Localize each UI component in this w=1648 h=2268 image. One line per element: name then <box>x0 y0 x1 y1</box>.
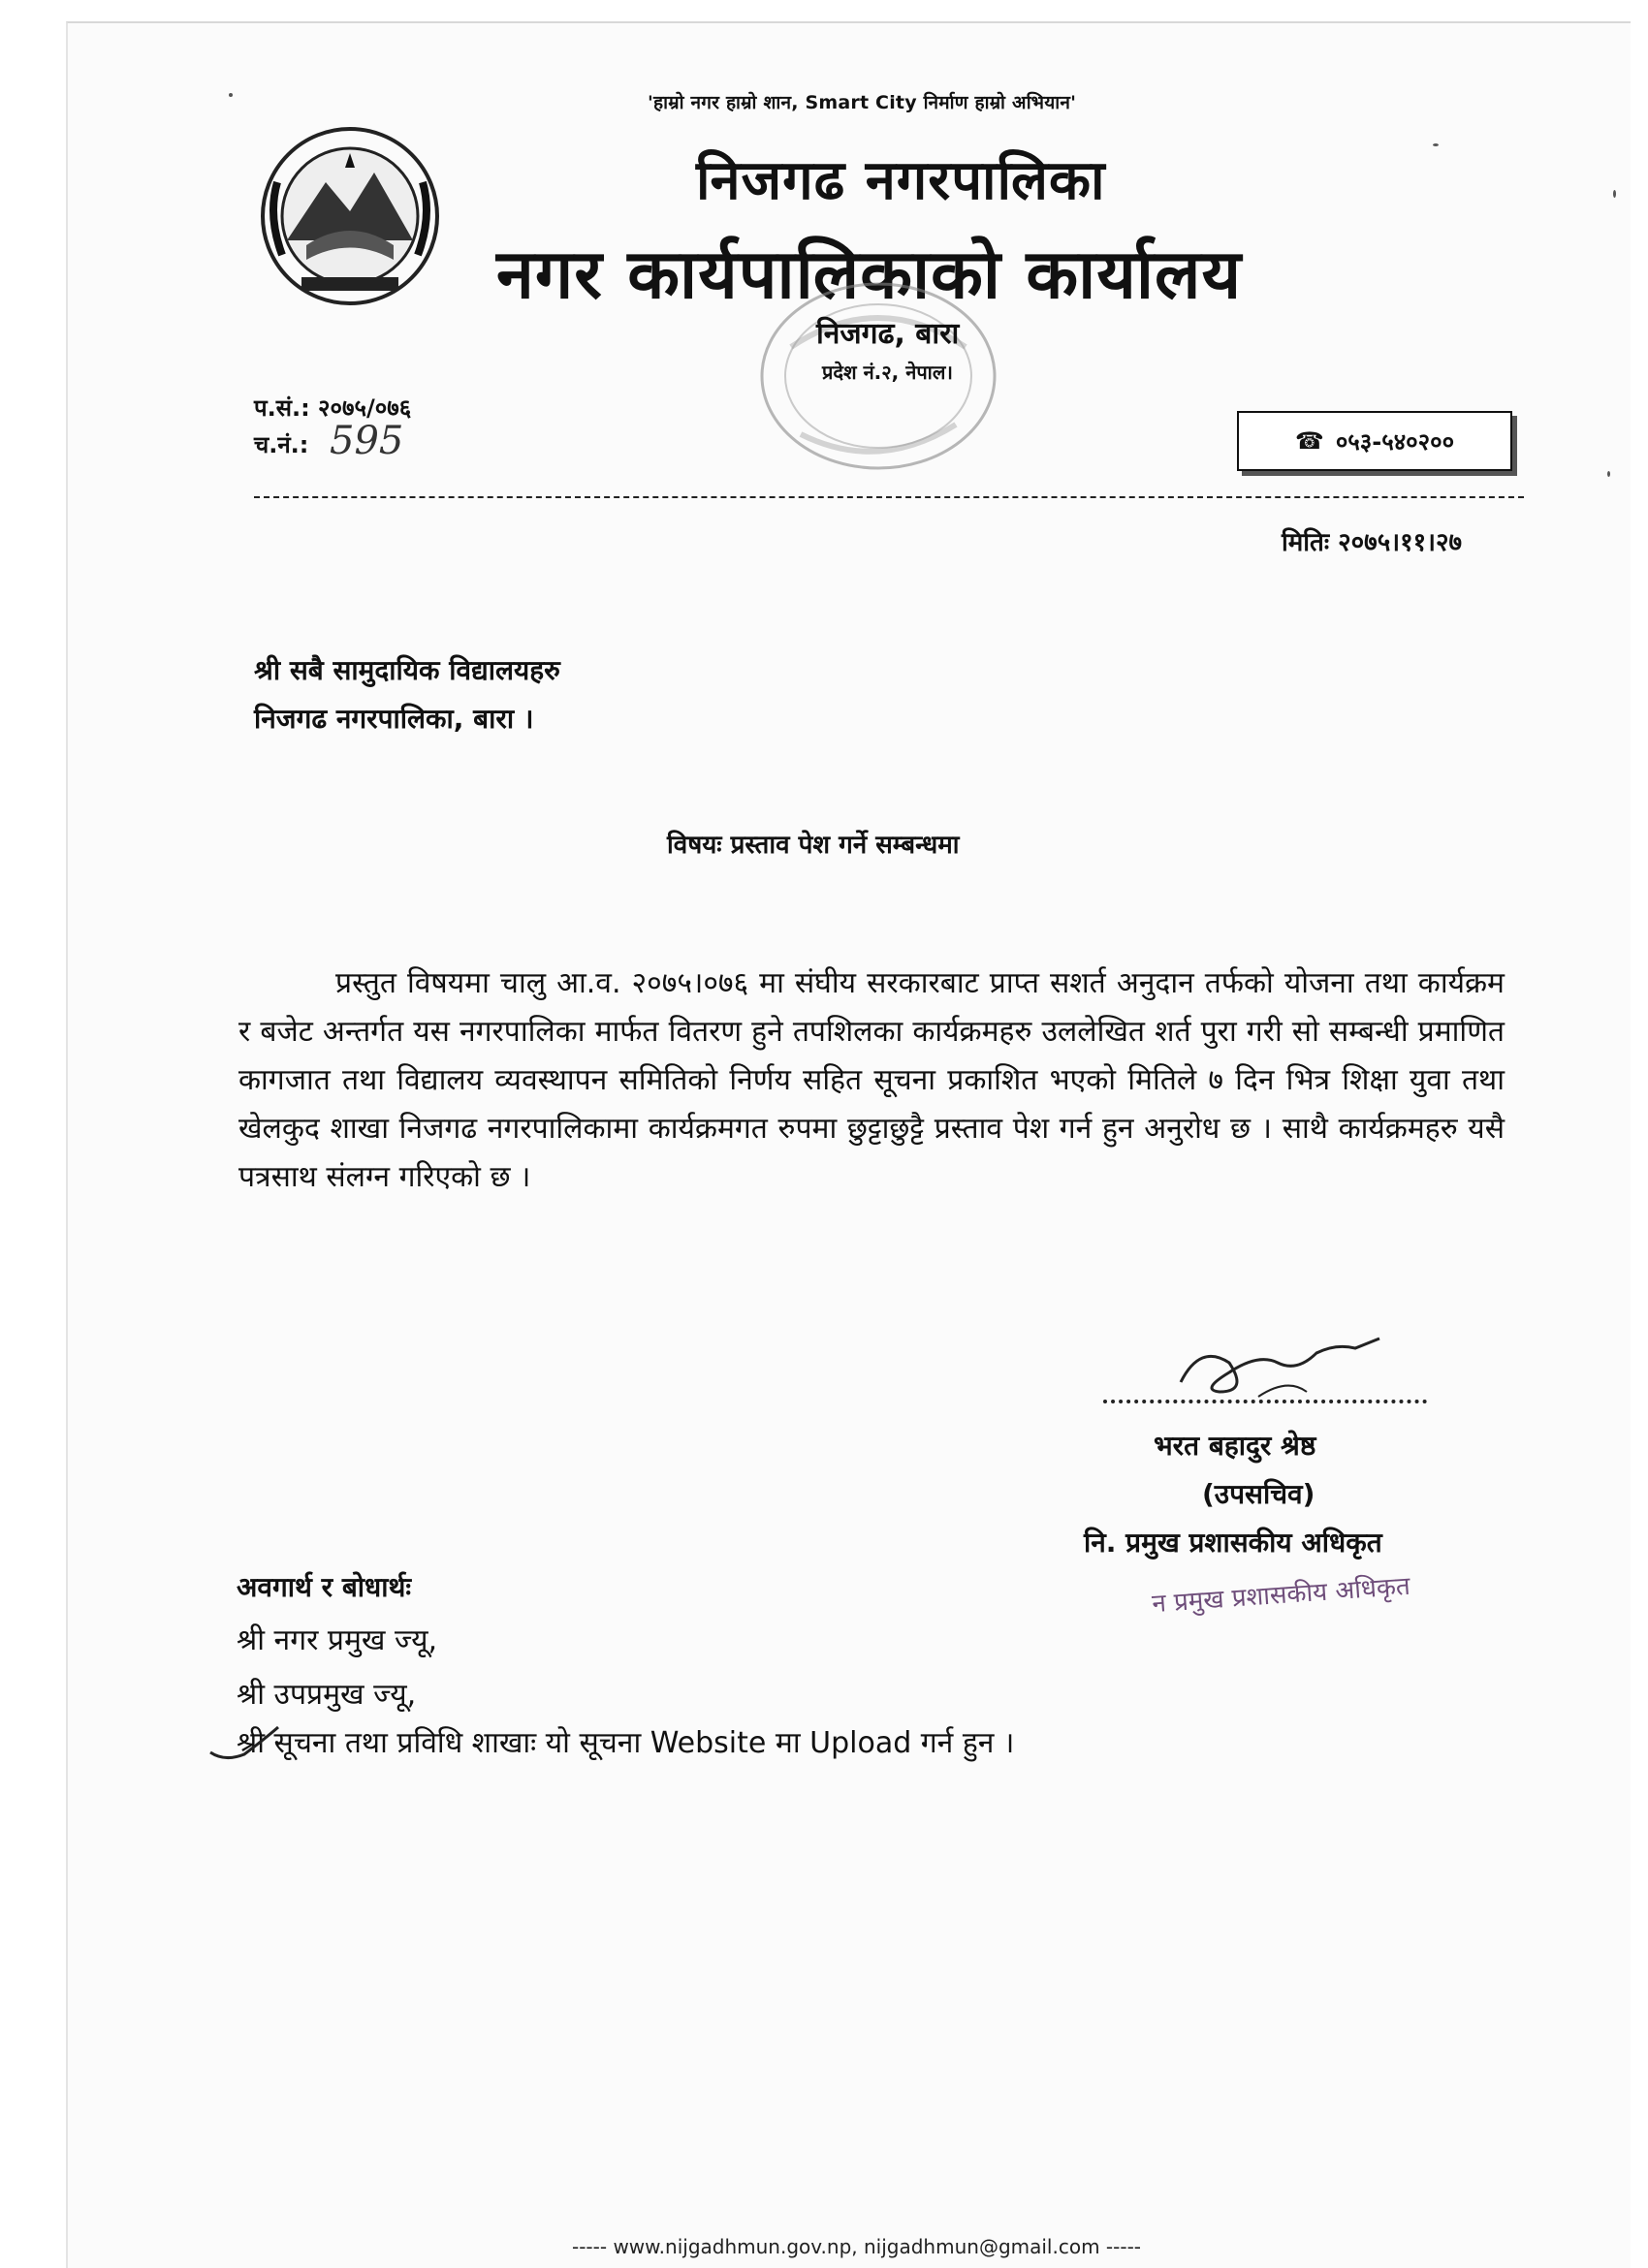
scan-speck <box>229 93 233 97</box>
office-stamp-icon <box>733 269 1024 502</box>
signatory-role: नि. प्रमुख प्रशासकीय अधिकृत <box>1084 1527 1382 1559</box>
signature-line <box>1103 1400 1427 1403</box>
cc-heading: अवगार्थ र बोधार्थः <box>237 1571 412 1603</box>
header-divider <box>254 496 1524 498</box>
cc-item: श्री सूचना तथा प्रविधि शाखाः यो सूचना Website मा Upload गर्न हुन । <box>237 1726 1015 1760</box>
signatory-position: (उपसचिव) <box>1202 1478 1315 1510</box>
phone-box <box>1237 411 1512 471</box>
page-footer: ----- www.nijgadhmun.gov.np, nijgadhmun@gmail.com ----- <box>572 2235 1142 2258</box>
handwritten-tick-icon <box>206 1725 283 1764</box>
cc-item: श्री उपप्रमुख ज्यू, <box>237 1678 417 1712</box>
letter-body: प्रस्तुत विषयमा चालु आ.व. २०७५।०७६ मा संघीय सरकारबाट प्राप्त सशर्त अनुदान तर्फको योजना तथा कार्यक्रम र बजेट अन्तर्गत यस नगरपालिका मार्फत वितरण हुने तपशिलका कार्यक्रमहरु उललेखित शर्त पुरा गरी सो सम्बन्धी प्रमाणित कागजात तथा विद्यालय व्यवस्थापन समितिको निर्णय सहित सूचना प्रकाशित भएको मितिले ७ दिन भित्र शिक्षा युवा तथा खेलकुद शाखा निजगढ नगरपालिकामा कार्यक्रमगत रुपमा छुट्टाछुट्टै प्रस्ताव पेश गर्न हुन अनुरोध छ । साथै कार्यक्रमहरु यसै पत्रसाथ संलग्न गरिएको छ । <box>238 966 1505 1194</box>
letter-subject: विषयः प्रस्ताव पेश गर्ने सम्बन्धमा <box>667 831 960 860</box>
scan-speck <box>1433 143 1439 146</box>
scan-speck <box>1613 190 1616 198</box>
chalani-label: च.नं.: <box>254 431 309 458</box>
signature-icon <box>1171 1324 1384 1411</box>
signatory-name: भरत बहादुर श्रेष्ठ <box>1154 1430 1316 1462</box>
slogan: 'हाम्रो नगर हाम्रो शान, Smart City निर्माण हाम्रो अभियान' <box>648 92 1077 113</box>
letter-date: मितिः २०७५।११।२७ <box>1282 528 1463 557</box>
office-title: नगर कार्यपालिकाको कार्यालय <box>496 235 1243 314</box>
nepal-emblem-icon <box>258 124 442 308</box>
addressee-line-1: श्री सबै सामुदायिक विद्यालयहरु <box>254 654 560 686</box>
phone-number: ०५३-५४०२०० <box>1335 427 1455 456</box>
telephone-icon: ☎ <box>1294 427 1324 455</box>
cc-item: श्री नगर प्रमुख ज्यू, <box>237 1623 438 1657</box>
chalani-handwritten-number: 595 <box>330 419 404 463</box>
scan-speck <box>1607 471 1610 477</box>
patra-sankhya: प.सं.: २०७५/०७६ <box>254 394 412 422</box>
addressee-line-2: निजगढ नगरपालिका, बारा । <box>254 703 534 735</box>
office-location: निजगढ, बारा <box>816 317 960 351</box>
municipality-title: निजगढ नगरपालिका <box>696 149 1106 212</box>
office-province: प्रदेश नं.२, नेपाल। <box>822 361 954 384</box>
signatory-stamp: न प्रमुख प्रशासकीय अधिकृत <box>1151 1571 1411 1620</box>
